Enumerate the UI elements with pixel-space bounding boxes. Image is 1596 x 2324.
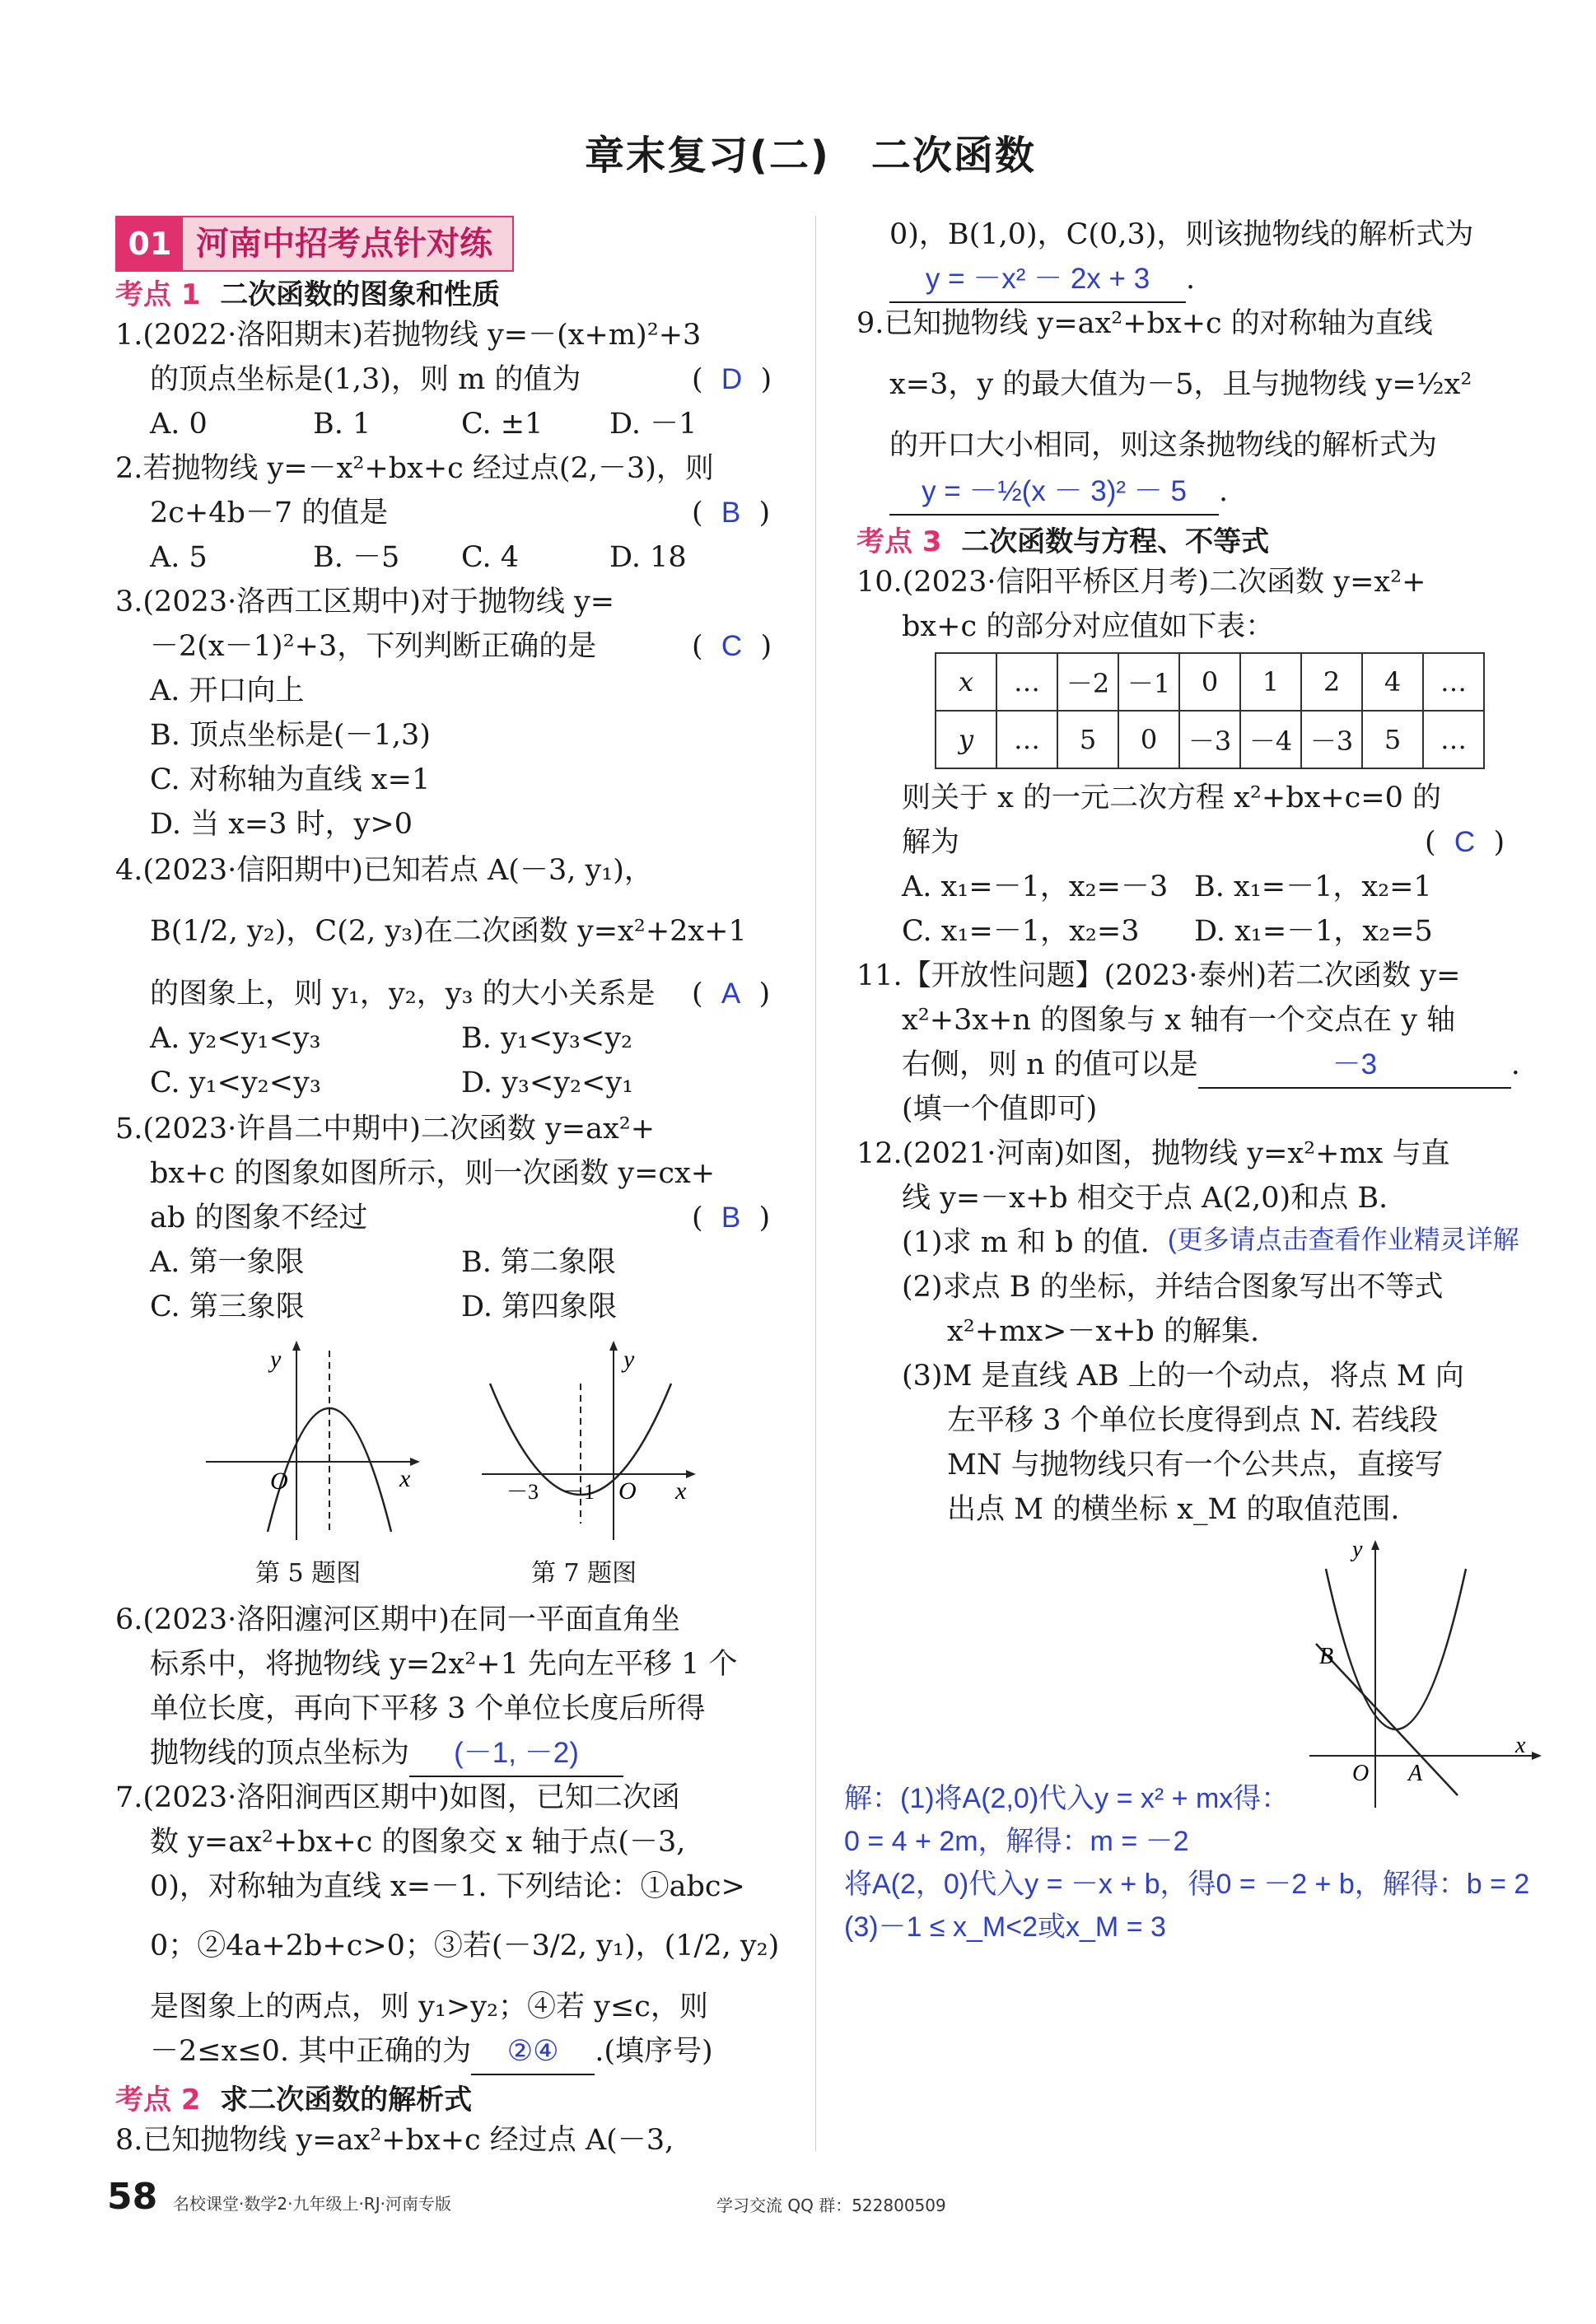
q12-line6: (3)M 是直线 AB 上的一个动点，将点 M 向 (902, 1360, 1464, 1393)
q12-line9: 出点 M 的横坐标 x_M 的取值范围. (947, 1493, 1400, 1526)
q1-line1: 1.(2022·洛阳期末)若抛物线 y=－(x+m)²+3 (115, 319, 702, 352)
q6-line1: 6.(2023·洛阳瀍河区期中)在同一平面直角坐 (115, 1603, 680, 1636)
q8-answer: y = －x² － 2x + 3 (889, 257, 1186, 303)
table-cell: 1 (1240, 653, 1301, 711)
q2-option-c: C. 4 (461, 541, 520, 574)
q12-line8: MN 与抛物线只有一个公共点，直接写 (947, 1449, 1444, 1482)
fig12-origin-label: O (1352, 1761, 1370, 1786)
table-cell: … (1423, 711, 1484, 768)
kaodian-2: 考点 2 求二次函数的解析式 (115, 2084, 473, 2116)
section-banner (115, 216, 514, 272)
q9-line2: x=3，y 的最大值为－5，且与抛物线 y=½x² (889, 368, 1472, 401)
q2-option-a: A. 5 (150, 541, 208, 574)
q7-answer: ②④ (471, 2029, 595, 2075)
fig5-y-label: y (270, 1346, 282, 1373)
q2-line2: 2c+4b－7 的值是 (150, 497, 389, 530)
q4-line3: 的图象上，则 y₁，y₂，y₃ 的大小关系是 (150, 978, 656, 1010)
q3-option-b: B. 顶点坐标是(－1,3) (150, 719, 431, 752)
table-cell: y (936, 711, 996, 768)
q3-answer: ( C ) (692, 630, 772, 663)
q4-option-a: A. y₂<y₁<y₃ (150, 1022, 321, 1055)
fig12-x-label: x (1515, 1733, 1526, 1758)
page-number: 58 (107, 2176, 158, 2218)
q6-line4: 抛物线的顶点坐标为 (－1, －2) (150, 1731, 623, 1777)
q9-line1: 9.已知抛物线 y=ax²+bx+c 的对称轴为直线 (856, 307, 1433, 340)
q5-line2: bx+c 的图象如图所示，则一次函数 y=cx+ (150, 1157, 716, 1190)
table-cell: －4 (1240, 711, 1301, 768)
q8-line1: 8.已知抛物线 y=ax²+bx+c 经过点 A(－3, (115, 2124, 674, 2157)
table-cell: 2 (1301, 653, 1362, 711)
q12-line3: (1)求 m 和 b 的值. (902, 1226, 1150, 1259)
q1-answer: ( D ) (692, 363, 772, 396)
q12-line2: 线 y=－x+b 相交于点 A(2,0)和点 B. (902, 1182, 1388, 1215)
q10-option-d: D. x₁=－1，x₂=5 (1194, 915, 1433, 948)
q10-line1: 10.(2023·信阳平桥区月考)二次函数 y=x²+ (856, 566, 1426, 599)
q10-option-b: B. x₁=－1，x₂=1 (1194, 870, 1432, 903)
q5-option-c: C. 第三象限 (150, 1290, 305, 1323)
q10-line3: 则关于 x 的一元二次方程 x²+bx+c=0 的 (902, 782, 1442, 814)
q2-line1: 2.若抛物线 y=－x²+bx+c 经过点(2,－3)，则 (115, 452, 714, 485)
table-cell: 5 (1362, 711, 1423, 768)
kaodian-3: 考点 3 二次函数与方程、不等式 (856, 525, 1270, 558)
q9-answer: y = －½(x － 3)² － 5 (889, 469, 1219, 516)
banner-text: 河南中招考点针对练 (196, 224, 492, 263)
figure-12-graph (1301, 1532, 1548, 1812)
q4-option-c: C. y₁<y₂<y₃ (150, 1066, 321, 1099)
table-cell: －3 (1179, 711, 1240, 768)
q10-value-table (935, 652, 1485, 769)
table-cell: －3 (1301, 711, 1362, 768)
q10-option-c: C. x₁=－1，x₂=3 (902, 915, 1140, 948)
q2-answer: ( B ) (692, 497, 771, 530)
solution-line2: 0 = 4 + 2m，解得：m = －2 (844, 1826, 1189, 1857)
q4-line1: 4.(2023·信阳期中)已知若点 A(－3, y₁)， (115, 854, 653, 887)
figure-5-graph (198, 1334, 428, 1548)
q10-line2: bx+c 的部分对应值如下表： (902, 610, 1275, 643)
fig7-tick-minus3: －3 (506, 1480, 539, 1504)
q11-line2: x²+3x+n 的图象与 x 轴有一个交点在 y 轴 (902, 1004, 1456, 1037)
fig5-origin-label: O (270, 1468, 288, 1495)
q12-line7: 左平移 3 个单位长度得到点 N. 若线段 (947, 1404, 1439, 1437)
solution-line4: (3)－1 ≤ x_M<2或x_M = 3 (844, 1911, 1166, 1943)
q7-line4: 0；②4a+2b+c>0；③若(－3/2, y₁)，(1/2, y₂) (150, 1930, 780, 1962)
column-divider (815, 216, 816, 2151)
table-cell: 5 (1057, 711, 1118, 768)
table-cell: 4 (1362, 653, 1423, 711)
fig5-x-label: x (399, 1465, 411, 1492)
q7-line2: 数 y=ax²+bx+c 的图象交 x 轴于点(－3, (150, 1826, 686, 1859)
q10-line4: 解为 (902, 826, 960, 859)
q10-option-a: A. x₁=－1，x₂=－3 (902, 870, 1169, 903)
q3-option-d: D. 当 x=3 时，y>0 (150, 808, 413, 841)
q5-line3: ab 的图象不经过 (150, 1202, 368, 1234)
table-cell: －2 (1057, 653, 1118, 711)
table-cell: 0 (1118, 711, 1179, 768)
q12-line1: 12.(2021·河南)如图，抛物线 y=x²+mx 与直 (856, 1137, 1450, 1170)
banner-number: 01 (117, 217, 183, 270)
q11-line3: 右侧，则 n 的值可以是 －3 . (902, 1043, 1520, 1089)
table-cell: … (996, 653, 1057, 711)
q5-option-d: D. 第四象限 (461, 1290, 618, 1323)
q3-option-a: A. 开口向上 (150, 674, 305, 707)
q1-option-a: A. 0 (150, 408, 208, 441)
q4-answer: ( A ) (692, 978, 771, 1010)
q12-line5: x²+mx>－x+b 的解集. (947, 1315, 1260, 1348)
q11-line1: 11.【开放性问题】(2023·泰州)若二次函数 y= (856, 959, 1461, 992)
q6-answer: (－1, －2) (409, 1731, 623, 1777)
q3-line2: －2(x－1)²+3，下列判断正确的是 (150, 630, 597, 663)
q3-line1: 3.(2023·洛西工区期中)对于抛物线 y= (115, 586, 615, 618)
q4-option-b: B. y₁<y₃<y₂ (461, 1022, 633, 1055)
q6-line2: 标系中，将抛物线 y=2x²+1 先向左平移 1 个 (150, 1648, 738, 1681)
q5-line1: 5.(2023·许昌二中期中)二次函数 y=ax²+ (115, 1113, 656, 1146)
more-details-link[interactable]: (更多请点击查看作业精灵详解 (1168, 1225, 1519, 1254)
q1-option-c: C. ±1 (461, 408, 544, 441)
footer-book-info: 名校课堂·数学2·九年级上·RJ·河南专版 (173, 2194, 451, 2214)
q7-line6: －2≤x≤0. 其中正确的为 ②④ .(填序号) (150, 2029, 713, 2075)
q7-line3: 0)，对称轴为直线 x=－1. 下列结论：①abc> (150, 1870, 745, 1903)
q7-line5: 是图象上的两点，则 y₁>y₂；④若 y≤c，则 (150, 1990, 708, 2023)
table-cell: －1 (1118, 653, 1179, 711)
fig7-origin-label: O (618, 1477, 637, 1505)
table-cell: 0 (1179, 653, 1240, 711)
fig12-y-label: y (1352, 1537, 1363, 1562)
q11-line4: (填一个值即可) (902, 1093, 1098, 1126)
q1-option-b: B. 1 (313, 408, 371, 441)
q2-option-b: B. －5 (313, 541, 400, 574)
table-row-x (936, 653, 1484, 711)
fig7-x-label: x (675, 1477, 687, 1505)
solution-line1: 解：(1)将A(2,0)代入y = x² + mx得： (844, 1783, 1290, 1814)
table-cell: … (996, 711, 1057, 768)
figure-7-graph (474, 1334, 704, 1548)
q12-line4: (2)求点 B 的坐标，并结合图象写出不等式 (902, 1271, 1444, 1304)
q6-line3: 单位长度，再向下平移 3 个单位长度后所得 (150, 1692, 706, 1725)
q5-option-a: A. 第一象限 (150, 1246, 305, 1279)
footer-qq-group: 学习交流 QQ 群：522800509 (716, 2196, 946, 2215)
q8-line2: 0)，B(1,0)，C(0,3)，则该抛物线的解析式为 (889, 218, 1474, 251)
q4-option-d: D. y₃<y₂<y₁ (461, 1066, 634, 1099)
q4-line2: B(1/2, y₂)，C(2, y₃)在二次函数 y=x²+2x+1 (150, 915, 747, 948)
q1-option-d: D. －1 (609, 408, 698, 441)
q11-answer: －3 (1198, 1043, 1511, 1089)
q10-answer: ( C ) (1425, 826, 1505, 859)
figure-5-caption: 第 5 题图 (255, 1559, 362, 1588)
q5-answer: ( B ) (692, 1202, 771, 1234)
table-row-y (936, 711, 1484, 768)
kaodian-1: 考点 1 二次函数的图象和性质 (115, 278, 501, 311)
table-cell: x (936, 653, 996, 711)
page-title: 章末复习(二) 二次函数 (585, 133, 1036, 179)
table-cell: … (1423, 653, 1484, 711)
q1-line2: 的顶点坐标是(1,3)，则 m 的值为 (150, 363, 581, 396)
q8-answer-line: y = －x² － 2x + 3 . (889, 257, 1195, 303)
q9-answer-line: y = －½(x － 3)² － 5 . (889, 469, 1228, 516)
q7-line1: 7.(2023·洛阳涧西区期中)如图，已知二次函 (115, 1781, 680, 1814)
q3-option-c: C. 对称轴为直线 x=1 (150, 763, 431, 796)
solution-line3: 将A(2，0)代入y = －x + b，得0 = －2 + b，解得：b = 2 (844, 1869, 1530, 1900)
figure-7-caption: 第 7 题图 (531, 1559, 637, 1588)
fig12-point-b: B (1319, 1644, 1334, 1669)
q2-option-d: D. 18 (609, 541, 687, 574)
fig12-point-a: A (1408, 1761, 1423, 1786)
q5-option-b: B. 第二象限 (461, 1246, 616, 1279)
fig7-y-label: y (623, 1346, 635, 1373)
q9-line3: 的开口大小相同，则这条抛物线的解析式为 (889, 429, 1438, 462)
fig7-tick-minus1: －1 (562, 1480, 595, 1504)
